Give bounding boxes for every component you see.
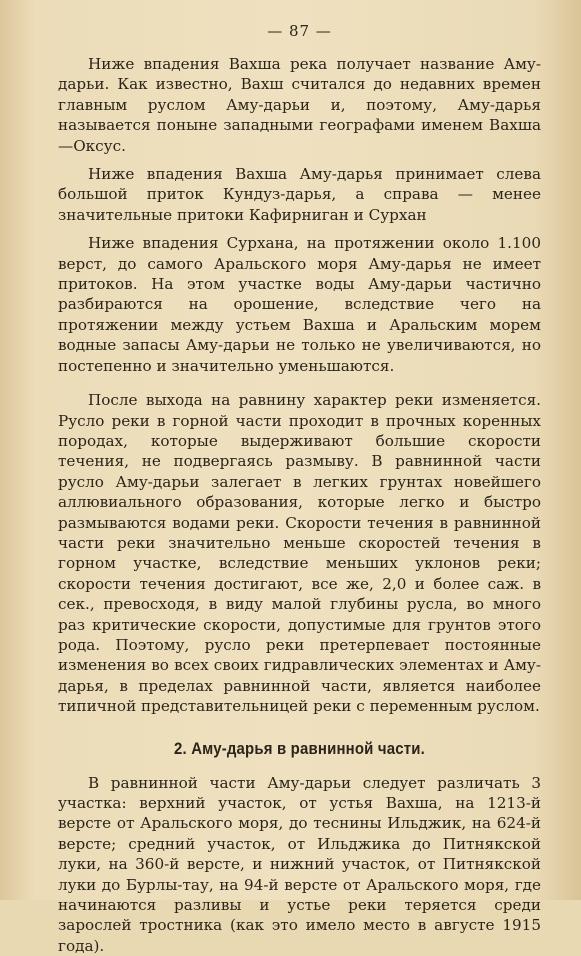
paragraph-tributaries: Ниже впадения Вахша Аму-дарья принимает слева большой приток Кундуз-дарья, а справа — менее значительные притоки Кафирниган и Сурхан — [58, 165, 541, 224]
paragraph-vakhsh-name: Ниже впадения Вахша река получает название Аму-дарьи. Как известно, Вахш считался до недавних времен главным руслом Аму-дарьи и, поэтому, Аму-дарья называется поныне западными географами именем Вахша—Оксус. — [58, 55, 541, 155]
page-number: — 87 — — [267, 22, 332, 40]
paragraph-plain-sections: В равнинной части Аму-дарьи следует различать 3 участка: верхний участок, от устья Вахша, на 1213-й версте от Аральского моря, до теснины Ильджик, на 624-й версте; средний участок, от Ильджика до Питнякской луки, на 360-й версте, и нижний участок, от Питнякской луки до Бурлы-тау, на 94-й версте от Аральского моря, где начинаются разливы и устье реки теряется среди зарослей тростника (как это имело место в августе 1915 года). — [58, 773, 541, 955]
paragraph-no-tributaries: Ниже впадения Сурхана, на протяжении около 1.100 верст, до самого Аральского моря Аму-дарья не имеет притоков. На этом участке воды Аму-дарьи частично разбираются на орошение, вследствие чего на протяжении между устьем Вахша и Аральским морем водные запасы Аму-дарьи не только не увеличиваются, но постепенно и значительно уменьшаются. — [58, 234, 541, 375]
section-heading: 2. Аму-дарья в равнинной части. — [174, 738, 425, 758]
paragraph-plain-character: После выхода на равнину характер реки изменяется. Русло реки в горной части проходит в прочных коренных породах, которые выдерживают большие скорости течения, не подвергаясь размыву. В равнинной части русло Аму-дарьи залегает в легких грунтах новейшего аллювиального образования, которые легко и быстро размываются водами реки. Скорости течения в равнинной части реки значительно меньше скоростей течения в горном участке, вследствие меньших уклонов реки; скорости течения достигают, все же, 2,0 и более саж. в сек., превосходя, в виду малой глубины русла, во много раз критические скорости, допустимые для грунтов этого рода. Поэтому, русло реки претерпевает постоянные изменения во всех своих гидравлических элементах и Аму-дарья, в пределах равнинной части, является наиболее типичной представительницей реки с переменным руслом. — [58, 391, 541, 716]
